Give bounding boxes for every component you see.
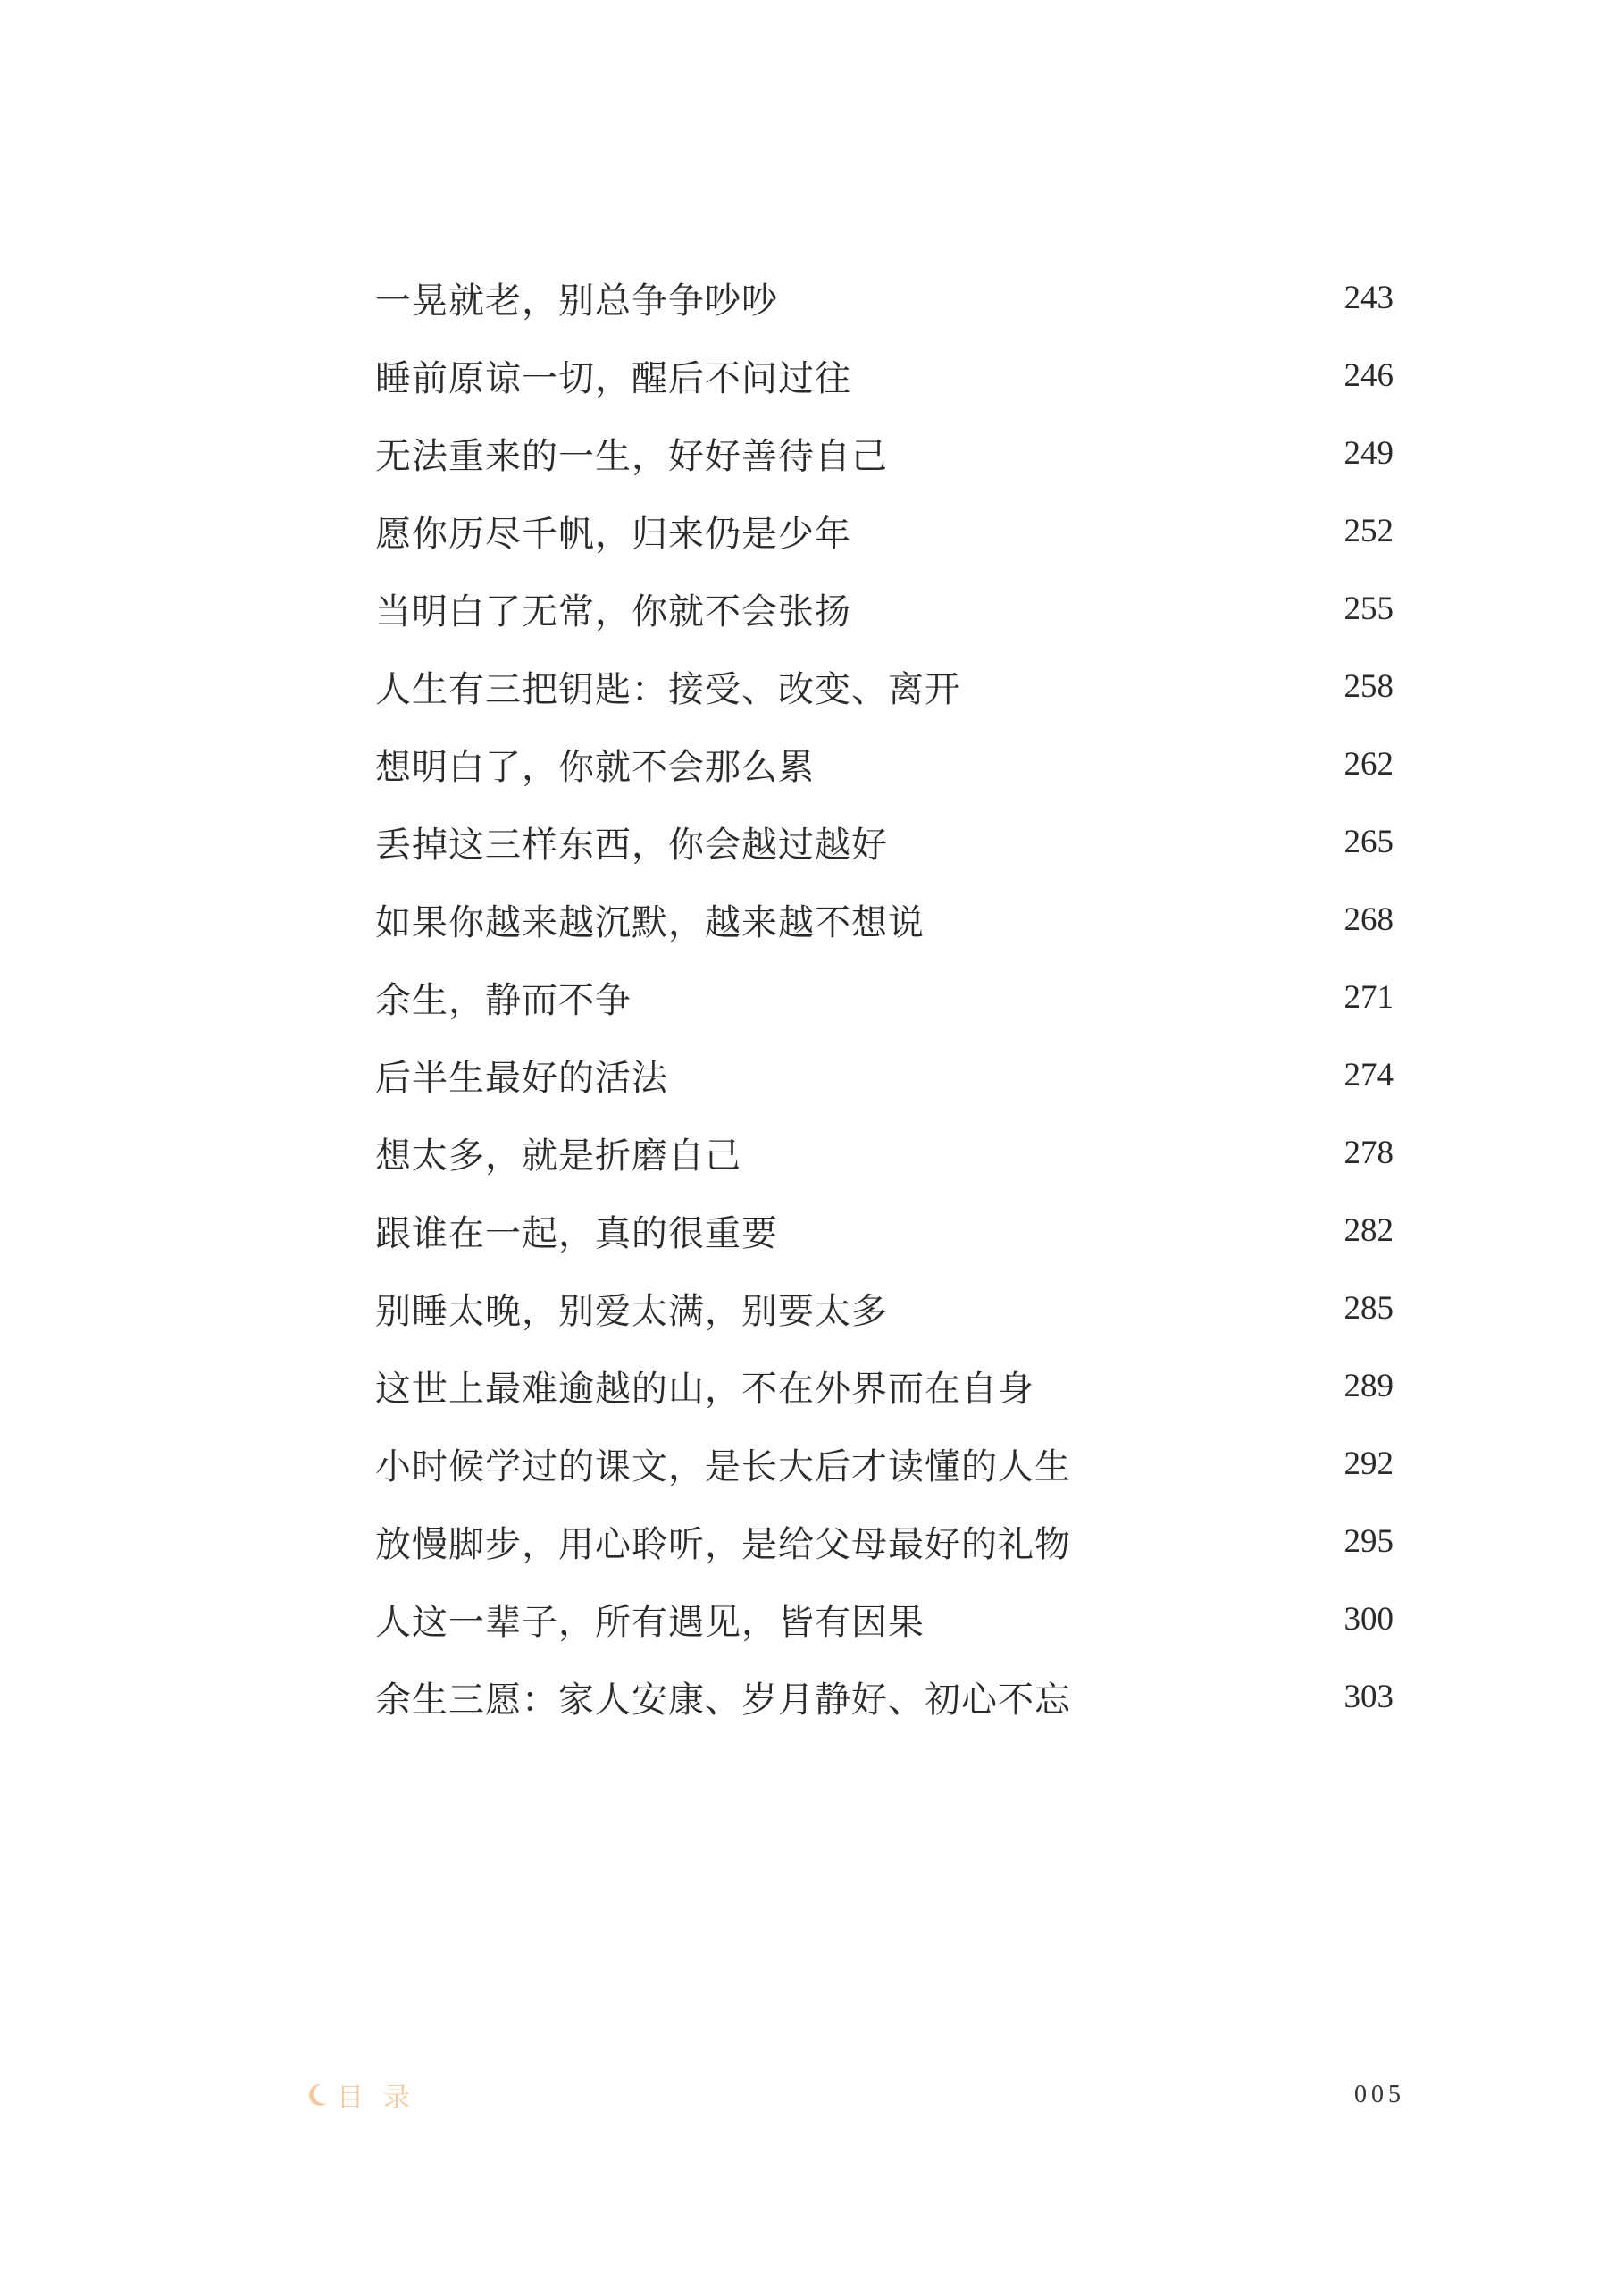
toc-entry[interactable] (375, 1658, 1394, 1736)
toc-entry-page: 278 (1344, 1135, 1394, 1171)
toc-entry[interactable] (375, 803, 1394, 881)
toc-entry[interactable] (375, 1192, 1394, 1269)
toc-entry[interactable] (375, 881, 1394, 959)
toc-entry-title: 愿你历尽千帆，归来仍是少年 (375, 514, 851, 555)
toc-entry-title: 想太多，就是折磨自己 (375, 1135, 741, 1177)
toc-entry-page: 252 (1344, 513, 1394, 549)
toc-entry-title: 人生有三把钥匙：接受、改变、离开 (375, 669, 961, 710)
toc-entry[interactable] (375, 1347, 1394, 1425)
toc-entry-page: 268 (1344, 901, 1394, 938)
toc-entry[interactable] (375, 1269, 1394, 1347)
toc-entry[interactable] (375, 1114, 1394, 1192)
toc-entry-page: 300 (1344, 1601, 1394, 1638)
toc-entry-title: 睡前原谅一切，醒后不问过往 (375, 358, 851, 399)
toc-entry-page: 285 (1344, 1290, 1394, 1327)
toc-entry-title: 丢掉这三样东西，你会越过越好 (375, 825, 888, 866)
toc-entry-page: 295 (1344, 1523, 1394, 1560)
page-number: 005 (1354, 2081, 1405, 2108)
running-footer (308, 2077, 430, 2113)
toc-entry-title: 别睡太晚，别爱太满，别要太多 (375, 1291, 888, 1332)
toc-entry[interactable] (375, 259, 1394, 337)
table-of-contents (375, 259, 1394, 1736)
toc-entry-page: 258 (1344, 668, 1394, 705)
toc-entry-page: 249 (1344, 435, 1394, 472)
toc-entry-page: 246 (1344, 357, 1394, 394)
crescent-moon-icon (308, 2083, 328, 2107)
toc-entry-page: 271 (1344, 979, 1394, 1016)
toc-entry-page: 274 (1344, 1057, 1394, 1093)
toc-entry[interactable] (375, 1425, 1394, 1503)
toc-entry-title: 如果你越来越沉默，越来越不想说 (375, 902, 925, 943)
toc-entry[interactable] (375, 725, 1394, 803)
toc-entry-title: 这世上最难逾越的山，不在外界而在自身 (375, 1369, 1034, 1410)
toc-entry[interactable] (375, 1036, 1394, 1114)
toc-entry-title: 跟谁在一起，真的很重要 (375, 1213, 778, 1254)
toc-entry-title: 无法重来的一生，好好善待自己 (375, 436, 888, 477)
toc-entry[interactable] (375, 959, 1394, 1036)
toc-entry-title: 当明白了无常，你就不会张扬 (375, 591, 851, 633)
toc-entry-title: 放慢脚步，用心聆听，是给父母最好的礼物 (375, 1524, 1071, 1565)
toc-entry-title: 一晃就老，别总争争吵吵 (375, 281, 778, 322)
toc-entry-page: 292 (1344, 1445, 1394, 1482)
toc-entry-page: 255 (1344, 591, 1394, 627)
toc-entry-title: 后半生最好的活法 (375, 1058, 668, 1099)
toc-entry[interactable] (375, 337, 1394, 415)
toc-entry-page: 289 (1344, 1368, 1394, 1404)
toc-entry[interactable] (375, 648, 1394, 725)
section-label: 目录 (337, 2082, 430, 2114)
toc-entry-page: 265 (1344, 824, 1394, 860)
toc-entry[interactable] (375, 492, 1394, 570)
toc-entry-title: 余生，静而不争 (375, 980, 632, 1021)
toc-entry[interactable] (375, 1580, 1394, 1658)
toc-entry-title: 想明白了，你就不会那么累 (375, 747, 815, 788)
toc-entry-page: 243 (1344, 280, 1394, 316)
toc-entry-page: 303 (1344, 1679, 1394, 1715)
toc-entry[interactable] (375, 1503, 1394, 1580)
toc-entry-title: 余生三愿：家人安康、岁月静好、初心不忘 (375, 1680, 1071, 1721)
toc-entry[interactable] (375, 415, 1394, 492)
toc-entry-title: 人这一辈子，所有遇见，皆有因果 (375, 1602, 925, 1643)
toc-entry-page: 262 (1344, 746, 1394, 783)
toc-entry-page: 282 (1344, 1212, 1394, 1249)
toc-entry[interactable] (375, 570, 1394, 648)
toc-entry-title: 小时候学过的课文，是长大后才读懂的人生 (375, 1446, 1071, 1487)
